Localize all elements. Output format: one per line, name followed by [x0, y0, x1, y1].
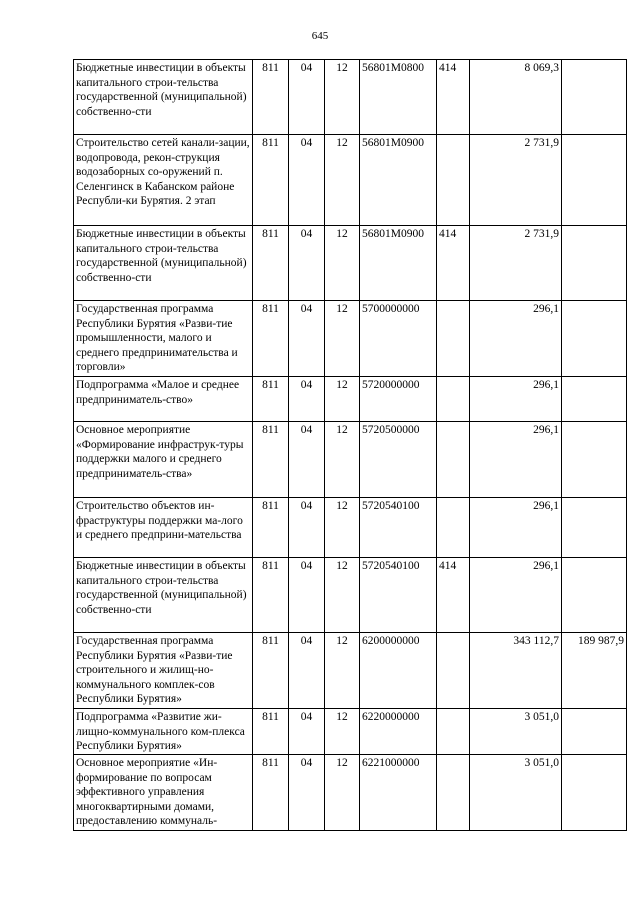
row-subsection-code: 12 — [325, 755, 360, 831]
row-name: Государственная программа Республики Бурятия «Разви-тие промышленности, малого и среднего предпринимательства и торговли» — [74, 301, 253, 377]
row-amount: 2 731,9 — [470, 135, 562, 226]
row-subsection-code: 12 — [325, 301, 360, 377]
row-target-code: 56801M0800 — [360, 60, 437, 135]
row-subsection-code: 12 — [325, 498, 360, 558]
row-name: Строительство сетей канали-зации, водопровода, рекон-струкция водозаборных со-оружений п. Селенгинск в Кабанском районе Республи-ки Бурятия. 2 этап — [74, 135, 253, 226]
row-subsection-code: 12 — [325, 60, 360, 135]
table-row — [74, 633, 627, 709]
row-expense-type — [437, 755, 470, 831]
row-ministry-code: 811 — [253, 755, 289, 831]
row-target-code: 6220000000 — [360, 709, 437, 755]
row-name: Государственная программа Республики Бурятия «Разви-тие строительного и жилищ-но-коммунального комплек-сов Республики Бурятия» — [74, 633, 253, 709]
row-name: Строительство объектов ин-фраструктуры поддержки ма-лого и среднего предприни-мательства — [74, 498, 253, 558]
row-expense-type: 414 — [437, 226, 470, 301]
row-amount: 296,1 — [470, 377, 562, 422]
table-row — [74, 377, 627, 422]
row-expense-type — [437, 709, 470, 755]
row-amount-secondary — [562, 377, 627, 422]
row-target-code: 5700000000 — [360, 301, 437, 377]
row-target-code: 56801M0900 — [360, 226, 437, 301]
row-amount-secondary — [562, 226, 627, 301]
table-row — [74, 135, 627, 226]
row-expense-type: 414 — [437, 60, 470, 135]
row-amount-secondary: 189 987,9 — [562, 633, 627, 709]
row-subsection-code: 12 — [325, 558, 360, 633]
row-name: Основное мероприятие «Формирование инфраструк-туры поддержки малого и среднего предприниматель-ства» — [74, 422, 253, 498]
row-name: Бюджетные инвестиции в объекты капитального строи-тельства государственной (муниципальной) собственно-сти — [74, 60, 253, 135]
row-expense-type — [437, 135, 470, 226]
row-target-code: 5720500000 — [360, 422, 437, 498]
row-expense-type — [437, 301, 470, 377]
row-section-code: 04 — [289, 633, 325, 709]
row-target-code: 6200000000 — [360, 633, 437, 709]
row-amount: 296,1 — [470, 558, 562, 633]
row-amount-secondary — [562, 135, 627, 226]
row-section-code: 04 — [289, 755, 325, 831]
table-row — [74, 422, 627, 498]
table-row — [74, 755, 627, 831]
row-section-code: 04 — [289, 498, 325, 558]
row-name: Основное мероприятие «Ин-формирование по вопросам эффективного управления многоквартирными домами, предоставлению коммуналь- — [74, 755, 253, 831]
row-amount: 296,1 — [470, 422, 562, 498]
row-amount-secondary — [562, 498, 627, 558]
row-name: Подпрограмма «Развитие жи-лищно-коммунального ком-плекса Республики Бурятия» — [74, 709, 253, 755]
row-name: Бюджетные инвестиции в объекты капитального строи-тельства государственной (муниципальной) собственно-сти — [74, 558, 253, 633]
row-amount-secondary — [562, 755, 627, 831]
row-subsection-code: 12 — [325, 377, 360, 422]
row-section-code: 04 — [289, 226, 325, 301]
table-row — [74, 558, 627, 633]
row-section-code: 04 — [289, 422, 325, 498]
row-ministry-code: 811 — [253, 301, 289, 377]
row-ministry-code: 811 — [253, 709, 289, 755]
row-ministry-code: 811 — [253, 633, 289, 709]
row-amount: 296,1 — [470, 301, 562, 377]
row-amount-secondary — [562, 301, 627, 377]
row-amount-secondary — [562, 709, 627, 755]
row-ministry-code: 811 — [253, 498, 289, 558]
row-amount: 296,1 — [470, 498, 562, 558]
row-amount: 8 069,3 — [470, 60, 562, 135]
row-target-code: 5720000000 — [360, 377, 437, 422]
row-subsection-code: 12 — [325, 422, 360, 498]
table-row — [74, 226, 627, 301]
row-ministry-code: 811 — [253, 60, 289, 135]
row-amount: 3 051,0 — [470, 755, 562, 831]
row-target-code: 56801M0900 — [360, 135, 437, 226]
row-subsection-code: 12 — [325, 709, 360, 755]
table-row — [74, 709, 627, 755]
row-subsection-code: 12 — [325, 633, 360, 709]
row-amount-secondary — [562, 558, 627, 633]
page-number: 645 — [311, 30, 329, 42]
row-section-code: 04 — [289, 709, 325, 755]
table-row — [74, 60, 627, 135]
row-amount: 2 731,9 — [470, 226, 562, 301]
row-amount-secondary — [562, 422, 627, 498]
row-expense-type: 414 — [437, 558, 470, 633]
row-ministry-code: 811 — [253, 558, 289, 633]
row-subsection-code: 12 — [325, 135, 360, 226]
row-expense-type — [437, 633, 470, 709]
row-amount-secondary — [562, 60, 627, 135]
row-section-code: 04 — [289, 60, 325, 135]
row-section-code: 04 — [289, 377, 325, 422]
row-expense-type — [437, 422, 470, 498]
budget-table-body — [74, 60, 627, 831]
row-ministry-code: 811 — [253, 135, 289, 226]
row-target-code: 5720540100 — [360, 498, 437, 558]
row-ministry-code: 811 — [253, 226, 289, 301]
table-row — [74, 301, 627, 377]
row-section-code: 04 — [289, 135, 325, 226]
budget-table — [73, 59, 627, 831]
row-expense-type — [437, 498, 470, 558]
row-target-code: 6221000000 — [360, 755, 437, 831]
row-name: Подпрограмма «Малое и среднее предприниматель-ство» — [74, 377, 253, 422]
table-row — [74, 498, 627, 558]
row-name: Бюджетные инвестиции в объекты капитального строи-тельства государственной (муниципальной) собственно-сти — [74, 226, 253, 301]
row-amount: 343 112,7 — [470, 633, 562, 709]
row-expense-type — [437, 377, 470, 422]
row-section-code: 04 — [289, 558, 325, 633]
row-section-code: 04 — [289, 301, 325, 377]
row-amount: 3 051,0 — [470, 709, 562, 755]
row-ministry-code: 811 — [253, 377, 289, 422]
row-ministry-code: 811 — [253, 422, 289, 498]
row-target-code: 5720540100 — [360, 558, 437, 633]
row-subsection-code: 12 — [325, 226, 360, 301]
